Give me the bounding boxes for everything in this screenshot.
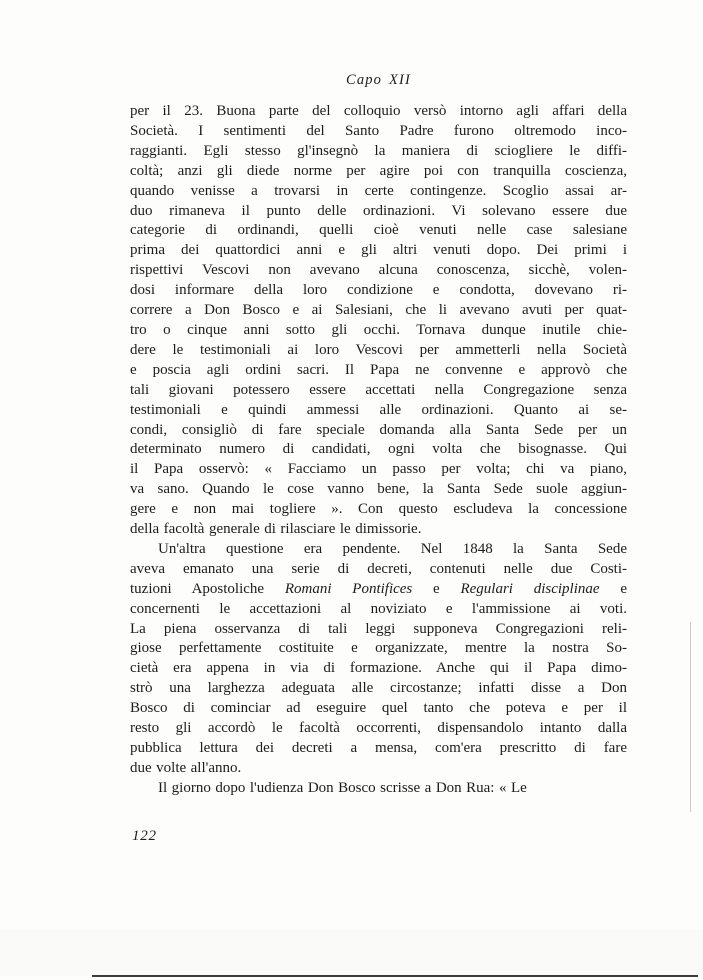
text-segment: della facoltà generale di rilasciare le dimissorie.: [130, 521, 422, 538]
text-segment: due volte all'anno.: [130, 759, 242, 776]
paragraph: [130, 540, 627, 779]
text-line: [130, 221, 627, 241]
text-line: [130, 341, 627, 361]
italic-document-title: Regulari disciplinae: [460, 580, 600, 597]
text-segment: duo rimaneva il punto delle ordinazioni. Vi solevano essere due: [130, 202, 627, 219]
text-line: [130, 460, 627, 480]
text-segment: e poscia agli ordini sacri. Il Papa ne convenne e approvò che: [130, 361, 627, 378]
text-line: [130, 540, 627, 560]
text-segment: e: [412, 580, 461, 597]
text-line: [130, 401, 627, 421]
text-segment: cietà era appena in via di formazione. Anche qui il Papa dimo-: [130, 660, 627, 677]
text-segment: La piena osservanza di tali leggi supponeva Congregazioni reli-: [130, 620, 627, 637]
text-line: [130, 241, 627, 261]
text-segment: giose perfettamente costituite e organizzate, mentre la nostra So-: [130, 640, 627, 657]
text-segment: Il giorno dopo l'udienza Don Bosco scrisse a Don Rua: « Le: [158, 779, 527, 796]
text-segment: rispettivi Vescovi non avevano alcuna conoscenza, sicchè, volen-: [130, 262, 627, 279]
text-line: [130, 480, 627, 500]
text-line: [130, 182, 627, 202]
text-line: [130, 102, 627, 122]
italic-document-title: Romani Pontifices: [284, 580, 413, 597]
text-segment: raggianti. Egli stesso gl'insegnò la maniera di sciogliere le diffi-: [130, 142, 627, 159]
text-segment: dere le testimoniali ai loro Vescovi per ammetterli nella Società: [130, 341, 627, 358]
text-line: [130, 321, 627, 341]
text-line: [130, 301, 627, 321]
text-line: [130, 560, 627, 580]
text-segment: correre a Don Bosco e ai Salesiani, che li avevano avuti per quat-: [130, 302, 627, 319]
text-segment: gere e non mai togliere ». Con questo escludeva la concessione: [130, 501, 627, 518]
scan-edge-line: [92, 975, 698, 977]
text-segment: Società. I sentimenti del Santo Padre furono oltremodo inco-: [130, 122, 627, 139]
text-segment: il Papa osservò: « Facciamo un passo per volta; chi va piano,: [130, 461, 627, 478]
text-segment: Un'altra questione era pendente. Nel 1848 la Santa Sede: [158, 540, 627, 557]
text-line: [130, 679, 627, 699]
text-segment: dosi informare della loro condizione e condotta, dovevano ri-: [130, 282, 627, 299]
text-line: [130, 261, 627, 281]
text-segment: Bosco di cominciar ad eseguire quel tanto che poteva e per il: [130, 700, 627, 717]
paragraph: [130, 779, 627, 799]
text-segment: aveva emanato una serie di decreti, contenuti nelle due Costi-: [130, 560, 627, 577]
text-line: [130, 122, 627, 142]
text-line: [130, 361, 627, 381]
scan-scratch-artifact: [690, 622, 691, 812]
text-line: [130, 440, 627, 460]
text-segment: tro o cinque anni sotto gli occhi. Tornava dunque inutile chie-: [130, 321, 627, 338]
scan-shade-artifact: [0, 930, 703, 976]
text-line: [130, 580, 627, 600]
text-segment: tuzioni Apostoliche: [130, 580, 285, 597]
text-line: [130, 520, 627, 540]
text-segment: pubblica lettura dei decreti a mensa, com'era prescritto di fare: [130, 740, 627, 756]
text-segment: resto gli accordò le facoltà occorrenti, dispensandolo intanto dalla: [130, 720, 627, 737]
text-line: [130, 202, 627, 222]
text-segment: determinato numero di candidati, ogni volta che bisognasse. Qui: [130, 441, 627, 458]
text-segment: categorie di ordinandi, quelli cioè venuti nelle case salesiane: [130, 222, 627, 239]
paragraph: [130, 102, 627, 540]
text-line: [130, 381, 627, 401]
text-segment: e: [599, 580, 627, 597]
text-line: [130, 639, 627, 659]
text-segment: tali giovani potessero essere accettati nella Congregazione senza: [130, 381, 627, 398]
text-segment: strò una larghezza adeguata alle circostanze; infatti disse a Don: [130, 680, 627, 697]
text-segment: prima dei quattordici anni e gli altri venuti dopo. Dei primi i: [130, 242, 627, 259]
text-segment: va sano. Quando le cose vanno bene, la Santa Sede suole aggiun-: [130, 481, 627, 498]
text-line: [130, 719, 627, 739]
text-line: [130, 600, 627, 620]
text-line: [130, 421, 627, 441]
text-segment: testimoniali e quindi ammessi alle ordinazioni. Quanto ai se-: [130, 401, 627, 418]
text-line: [130, 739, 627, 759]
text-line: [130, 500, 627, 520]
text-segment: concernenti le accettazioni al noviziato e l'ammissione ai voti.: [130, 600, 627, 617]
page-number: 122: [132, 828, 157, 844]
running-head-chapter: Capo XII: [345, 72, 412, 88]
text-line: [130, 142, 627, 162]
text-line: [130, 779, 627, 799]
text-line: [130, 281, 627, 301]
text-segment: quando venisse a trovarsi in certe contingenze. Scoglio assai ar-: [130, 182, 627, 199]
text-segment: per il 23. Buona parte del colloquio versò intorno agli affari della: [130, 103, 627, 119]
text-line: [130, 699, 627, 719]
text-line: [130, 759, 627, 779]
text-line: [130, 162, 627, 182]
text-line: [130, 659, 627, 679]
text-line: [130, 620, 627, 640]
text-block: [130, 102, 627, 799]
text-segment: coltà; anzi gli diede norme per agire poi con tranquilla coscienza,: [130, 162, 627, 179]
text-segment: condi, consigliò di fare speciale domanda alla Santa Sede per un: [130, 421, 627, 438]
